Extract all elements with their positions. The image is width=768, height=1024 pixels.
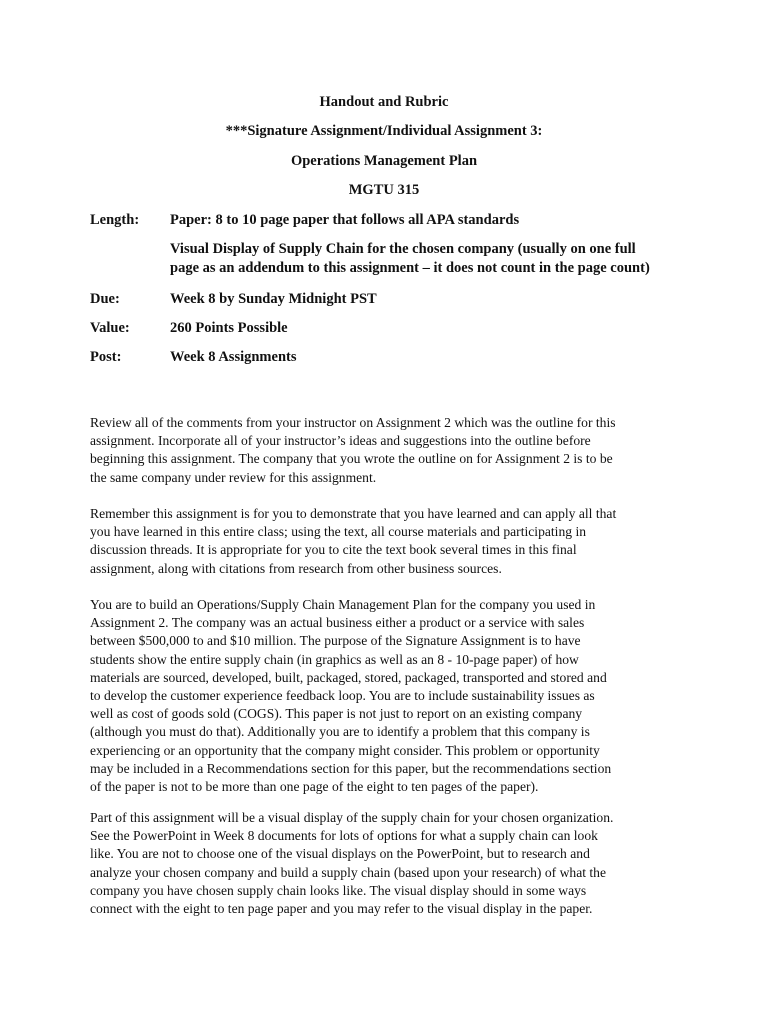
paragraph-build-plan <box>90 596 660 796</box>
paragraph-line: discussion threads. It is appropriate for you to cite the text book several times in this final <box>90 542 577 558</box>
paragraph-line: between $500,000 to and $10 million. The purpose of the Signature Assignment is to have <box>90 633 581 649</box>
detail-line: Paper: 8 to 10 page paper that follows all APA standards <box>170 212 520 228</box>
assignment-heading: ***Signature Assignment/Individual Assignment 3: <box>225 123 543 139</box>
detail-label: Value: <box>90 320 130 336</box>
paragraph-line: assignment, along with citations from research from other business sources. <box>90 560 502 576</box>
paragraph-line: Remember this assignment is for you to demonstrate that you have learned and can apply all that <box>90 506 617 521</box>
detail-line: Week 8 Assignments <box>170 349 297 365</box>
paragraph-line: company you have chosen supply chain looks like. The visual display should in some ways <box>90 882 587 898</box>
paragraph-line: experiencing or an opportunity that the company might consider. This problem or opportunity <box>90 742 600 758</box>
detail-line: Week 8 by Sunday Midnight PST <box>170 291 377 307</box>
paragraph-line: students show the entire supply chain (in graphics as well as an 8 - 10-page paper) of how <box>90 651 579 667</box>
paragraph-review <box>90 414 660 487</box>
paragraph-line: beginning this assignment. The company that you wrote the outline on for Assignment 2 is to be <box>90 451 613 467</box>
paragraph-line: connect with the eight to ten page paper and you may refer to the visual display in the paper. <box>90 901 593 917</box>
detail-value <box>170 348 690 367</box>
paragraph-line: may be included in a Recommendations section for this paper, but the recommendations section <box>90 760 612 776</box>
handout-title: Handout and Rubric <box>319 94 449 110</box>
paragraph-line: like. You are not to choose one of the visual displays on the PowerPoint, but to research and <box>90 846 590 862</box>
paragraph-line: of the paper is not to be more than one page of the eight to ten pages of the paper). <box>90 779 539 795</box>
paragraph-remember <box>90 505 660 578</box>
paragraph-line: the same company under review for this assignment. <box>90 469 377 485</box>
course-code: MGTU 315 <box>348 182 420 198</box>
paragraph-line: well as cost of goods sold (COGS). This paper is not just to report on an existing company <box>90 706 583 722</box>
detail-label: Post: <box>90 349 122 365</box>
detail-value <box>170 240 690 278</box>
detail-value <box>170 319 690 338</box>
detail-value <box>170 290 690 309</box>
paragraph-line: Assignment 2. The company was an actual business either a product or a service with sales <box>90 615 585 631</box>
paragraph-line: materials are sourced, developed, built, packaged, stored, packaged, transported and stored and <box>90 669 607 685</box>
detail-line: page as an addendum to this assignment – it does not count in the page count) <box>170 260 650 276</box>
paragraph-line: Part of this assignment will be a visual display of the supply chain for your chosen organization. <box>90 810 614 825</box>
paragraph-line: you have learned in this entire class; using the text, all course materials and participating in <box>90 524 587 540</box>
paragraph-line: See the PowerPoint in Week 8 documents for lots of options for what a supply chain can look <box>90 828 598 844</box>
detail-label: Length: <box>90 212 140 228</box>
paragraph-line: to develop the customer experience feedback loop. You are to include sustainability issues as <box>90 688 595 704</box>
paragraph-line: You are to build an Operations/Supply Chain Management Plan for the company you used in <box>90 597 596 612</box>
plan-heading: Operations Management Plan <box>290 153 478 169</box>
detail-line: 260 Points Possible <box>170 320 288 336</box>
detail-line: Visual Display of Supply Chain for the chosen company (usually on one full <box>170 241 636 257</box>
paragraph-line: analyze your chosen company and build a supply chain (based upon your research) of what the <box>90 864 607 880</box>
paragraph-line: Review all of the comments from your instructor on Assignment 2 which was the outline for this <box>90 415 616 430</box>
paragraph-line: (although you must do that). Additionally you are to identify a problem that this company is <box>90 724 590 740</box>
paragraph-line: assignment. Incorporate all of your instructor’s ideas and suggestions into the outline before <box>90 433 591 449</box>
detail-value <box>170 211 690 230</box>
paragraph-visual-display <box>90 809 660 918</box>
detail-label: Due: <box>90 291 120 307</box>
